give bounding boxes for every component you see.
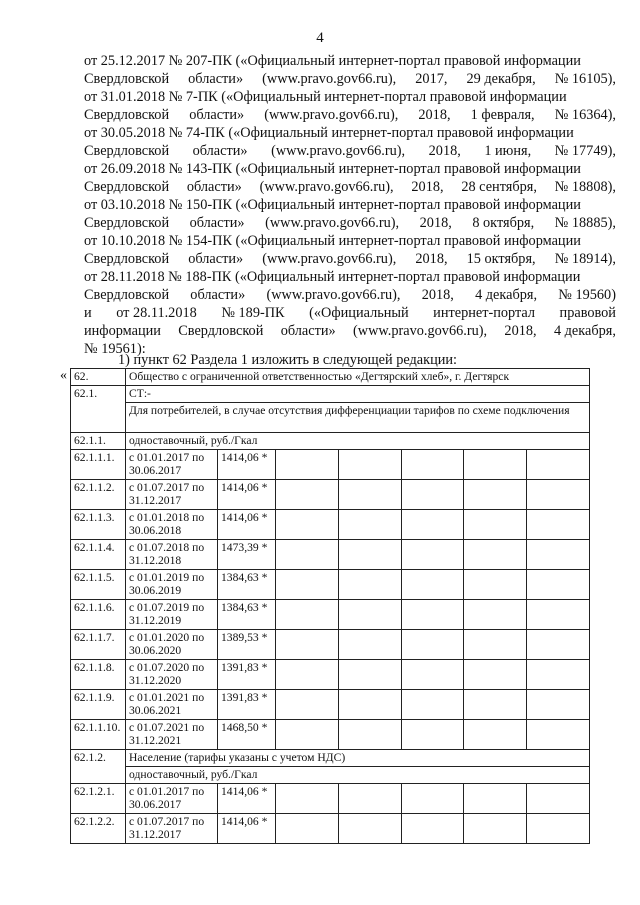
text-fragment: и — [84, 305, 92, 321]
text-fragment: 28 сентября, — [461, 179, 537, 195]
text-line — [84, 322, 616, 340]
text-fragment: от 25.12.2017 № 207-ПК («Официальный интернет-портал правовой информации — [84, 53, 581, 69]
empty-cell — [276, 510, 339, 540]
text-line — [84, 178, 616, 196]
row-code: 62.1.1.10. — [71, 720, 126, 750]
tariff-value: 1414,06 * — [218, 814, 276, 844]
empty-cell — [401, 720, 464, 750]
empty-cell — [338, 784, 401, 814]
empty-cell — [527, 570, 590, 600]
table-row — [71, 403, 590, 433]
text-line — [84, 250, 616, 268]
text-fragment: № 19561): — [84, 341, 146, 357]
empty-cell — [527, 720, 590, 750]
row-code: 62. — [71, 369, 126, 386]
text-fragment: 8 октября, — [472, 215, 535, 231]
empty-cell — [338, 480, 401, 510]
text-fragment: области» — [188, 71, 244, 87]
tariff-value: 1391,83 * — [218, 660, 276, 690]
row-code: 62.1.1.8. — [71, 660, 126, 690]
empty-cell — [527, 540, 590, 570]
text-fragment: (www.pravo.gov66.ru), — [264, 107, 399, 123]
organization-name: Общество с ограниченной ответственностью «Дегтярский хлеб», г. Дегтярск — [126, 369, 590, 386]
period-cell: с 01.07.2017 по 31.12.2017 — [126, 480, 218, 510]
row-code: 62.1.2. — [71, 750, 126, 784]
period-cell: с 01.07.2017 по 31.12.2017 — [126, 814, 218, 844]
tariff-value: 1414,06 * — [218, 784, 276, 814]
text-fragment: интернет-портал — [433, 305, 536, 321]
row-code: 62.1.1.2. — [71, 480, 126, 510]
empty-cell — [276, 540, 339, 570]
period-cell: с 01.07.2021 по 31.12.2021 — [126, 720, 218, 750]
row-code: 62.1.1.7. — [71, 630, 126, 660]
empty-cell — [276, 450, 339, 480]
text-fragment: 2018, — [421, 287, 454, 303]
text-fragment: Свердловской — [84, 71, 170, 87]
period-cell: с 01.01.2018 по 30.06.2018 — [126, 510, 218, 540]
table-row — [71, 600, 590, 630]
empty-cell — [276, 784, 339, 814]
text-fragment: (www.pravo.gov66.ru), — [265, 215, 400, 231]
empty-cell — [338, 660, 401, 690]
text-fragment: от 31.01.2018 № 7-ПК («Официальный интернет-портал правовой информации — [84, 89, 567, 105]
text-fragment: № 17749), — [554, 143, 616, 159]
empty-cell — [527, 784, 590, 814]
table-row — [71, 690, 590, 720]
empty-cell — [276, 720, 339, 750]
text-line — [84, 196, 616, 214]
row-code: 62.1.1.1. — [71, 450, 126, 480]
text-fragment: (www.pravo.gov66.ru), — [353, 323, 488, 339]
text-fragment: («Официальный — [309, 305, 409, 321]
empty-cell — [464, 630, 527, 660]
empty-cell — [401, 510, 464, 540]
tariff-value: 1468,50 * — [218, 720, 276, 750]
text-fragment: области» — [188, 251, 244, 267]
page-number: 4 — [316, 30, 324, 46]
empty-cell — [338, 570, 401, 600]
text-line — [84, 88, 616, 106]
empty-cell — [527, 510, 590, 540]
text-fragment: № 16364), — [554, 107, 616, 123]
ct-label: СТ:- — [126, 386, 590, 403]
period-cell: с 01.01.2017 по 30.06.2017 — [126, 784, 218, 814]
text-fragment: от 03.10.2018 № 150-ПК («Официальный интернет-портал правовой информации — [84, 197, 581, 213]
text-fragment: правовой — [559, 305, 616, 321]
text-fragment: от 26.09.2018 № 143-ПК («Официальный интернет-портал правовой информации — [84, 161, 581, 177]
empty-cell — [338, 630, 401, 660]
row-code: 62.1. — [71, 386, 126, 433]
table-row — [71, 814, 590, 844]
rate-type-label: одноставочный, руб./Гкал — [126, 767, 590, 784]
tariff-value: 1384,63 * — [218, 600, 276, 630]
empty-cell — [527, 690, 590, 720]
text-fragment: Свердловской — [84, 215, 170, 231]
empty-cell — [338, 600, 401, 630]
table-row — [71, 450, 590, 480]
text-line — [84, 304, 616, 322]
empty-cell — [276, 690, 339, 720]
text-fragment: Свердловской — [84, 107, 170, 123]
empty-cell — [527, 814, 590, 844]
table-row — [71, 750, 590, 767]
text-fragment: 1 февраля, — [470, 107, 535, 123]
table-row — [71, 720, 590, 750]
text-fragment: 2018, — [428, 143, 461, 159]
period-cell: с 01.07.2018 по 31.12.2018 — [126, 540, 218, 570]
text-fragment: (www.pravo.gov66.ru), — [262, 251, 397, 267]
text-fragment: 2018, — [504, 323, 537, 339]
empty-cell — [338, 450, 401, 480]
text-fragment: информации — [84, 323, 161, 339]
empty-cell — [527, 630, 590, 660]
tariff-value: 1473,39 * — [218, 540, 276, 570]
empty-cell — [338, 510, 401, 540]
row-code: 62.1.1.4. — [71, 540, 126, 570]
text-fragment: Свердловской — [84, 251, 170, 267]
text-fragment: (www.pravo.gov66.ru), — [259, 179, 394, 195]
empty-cell — [276, 814, 339, 844]
text-fragment: Свердловской — [84, 143, 170, 159]
text-fragment: от 30.05.2018 № 74-ПК («Официальный интернет-портал правовой информации — [84, 125, 574, 141]
text-fragment: (www.pravo.gov66.ru), — [262, 71, 397, 87]
tariff-value: 1414,06 * — [218, 480, 276, 510]
text-line — [84, 124, 616, 142]
table-row — [71, 660, 590, 690]
empty-cell — [464, 690, 527, 720]
text-fragment: № 19560) — [558, 287, 616, 303]
text-fragment: № 18808), — [554, 179, 616, 195]
empty-cell — [464, 450, 527, 480]
table-row — [71, 480, 590, 510]
period-cell: с 01.07.2019 по 31.12.2019 — [126, 600, 218, 630]
row-code: 62.1.1.3. — [71, 510, 126, 540]
text-fragment: (www.pravo.gov66.ru), — [271, 143, 406, 159]
text-fragment: Свердловской — [84, 179, 170, 195]
text-fragment: 2017, — [415, 71, 448, 87]
period-cell: с 01.01.2017 по 30.06.2017 — [126, 450, 218, 480]
table-row — [71, 510, 590, 540]
table-row — [71, 369, 590, 386]
table-row — [71, 570, 590, 600]
text-fragment: 2018, — [419, 215, 452, 231]
text-fragment: Свердловской — [84, 287, 170, 303]
text-fragment: области» — [186, 179, 242, 195]
empty-cell — [338, 814, 401, 844]
empty-cell — [276, 570, 339, 600]
row-code: 62.1.2.2. — [71, 814, 126, 844]
empty-cell — [338, 690, 401, 720]
empty-cell — [276, 630, 339, 660]
table-row — [71, 784, 590, 814]
empty-cell — [401, 660, 464, 690]
tariff-value: 1389,53 * — [218, 630, 276, 660]
text-line — [84, 232, 616, 250]
empty-cell — [527, 660, 590, 690]
text-fragment: от 28.11.2018 — [116, 305, 197, 321]
empty-cell — [401, 600, 464, 630]
text-line — [84, 70, 616, 88]
text-line — [84, 52, 616, 70]
empty-cell — [338, 720, 401, 750]
empty-cell — [401, 450, 464, 480]
text-fragment: № 189-ПК — [221, 305, 285, 321]
period-cell: с 01.01.2019 по 30.06.2019 — [126, 570, 218, 600]
row-code: 62.1.1.9. — [71, 690, 126, 720]
table-row — [71, 767, 590, 784]
text-line — [84, 214, 616, 232]
empty-cell — [401, 690, 464, 720]
empty-cell — [464, 814, 527, 844]
text-fragment: № 18885), — [554, 215, 616, 231]
text-fragment: (www.pravo.gov66.ru), — [266, 287, 401, 303]
row-code: 62.1.1.5. — [71, 570, 126, 600]
empty-cell — [338, 540, 401, 570]
tariff-value: 1391,83 * — [218, 690, 276, 720]
text-fragment: Свердловской — [178, 323, 264, 339]
text-fragment: 29 декабря, — [466, 71, 536, 87]
empty-cell — [464, 660, 527, 690]
table-row — [71, 386, 590, 403]
rate-type-label: одноставочный, руб./Гкал — [126, 433, 590, 450]
text-fragment: 1 июня, — [484, 143, 532, 159]
empty-cell — [276, 600, 339, 630]
text-fragment: области» — [190, 287, 246, 303]
text-fragment: 2018, — [418, 107, 451, 123]
text-line — [84, 268, 616, 286]
text-fragment: 4 декабря, — [553, 323, 616, 339]
empty-cell — [401, 540, 464, 570]
empty-cell — [527, 480, 590, 510]
period-cell: с 01.01.2020 по 30.06.2020 — [126, 630, 218, 660]
text-line — [84, 142, 616, 160]
row-code: 62.1.2.1. — [71, 784, 126, 814]
text-line — [84, 286, 616, 304]
empty-cell — [464, 510, 527, 540]
text-fragment: № 18914), — [554, 251, 616, 267]
opening-quote: « — [60, 368, 67, 383]
text-fragment: 2018, — [415, 251, 448, 267]
empty-cell — [527, 450, 590, 480]
text-fragment: № 16105), — [554, 71, 616, 87]
period-cell: с 01.07.2020 по 31.12.2020 — [126, 660, 218, 690]
text-fragment: области» — [280, 323, 336, 339]
text-fragment: области» — [189, 215, 245, 231]
text-line — [84, 106, 616, 124]
period-cell: с 01.01.2021 по 30.06.2021 — [126, 690, 218, 720]
empty-cell — [401, 814, 464, 844]
empty-cell — [464, 720, 527, 750]
empty-cell — [464, 600, 527, 630]
empty-cell — [464, 784, 527, 814]
row-code: 62.1.1.6. — [71, 600, 126, 630]
text-fragment: 4 декабря, — [475, 287, 538, 303]
empty-cell — [401, 630, 464, 660]
amendments-paragraph — [84, 52, 616, 358]
tariff-value: 1414,06 * — [218, 450, 276, 480]
text-line — [84, 160, 616, 178]
text-fragment: от 10.10.2018 № 154-ПК («Официальный интернет-портал правовой информации — [84, 233, 581, 249]
empty-cell — [401, 784, 464, 814]
empty-cell — [527, 600, 590, 630]
table-row — [71, 630, 590, 660]
intro-sentence: 1) пункт 62 Раздела 1 изложить в следующей редакции: — [118, 352, 458, 368]
row-code: 62.1.1. — [71, 433, 126, 450]
consumers-label: Для потребителей, в случае отсутствия дифференциации тарифов по схеме подключения — [126, 403, 590, 433]
empty-cell — [464, 480, 527, 510]
empty-cell — [276, 480, 339, 510]
tariff-table — [70, 368, 590, 844]
population-label: Население (тарифы указаны с учетом НДС) — [126, 750, 590, 767]
empty-cell — [401, 480, 464, 510]
text-fragment: области» — [189, 107, 245, 123]
empty-cell — [401, 570, 464, 600]
empty-cell — [464, 540, 527, 570]
table-row — [71, 433, 590, 450]
text-fragment: от 28.11.2018 № 188-ПК («Официальный интернет-портал правовой информации — [84, 269, 581, 285]
empty-cell — [276, 660, 339, 690]
text-fragment: области» — [192, 143, 248, 159]
empty-cell — [464, 570, 527, 600]
tariff-value: 1414,06 * — [218, 510, 276, 540]
tariff-value: 1384,63 * — [218, 570, 276, 600]
text-fragment: 2018, — [411, 179, 444, 195]
table-row — [71, 540, 590, 570]
text-fragment: 15 октября, — [466, 251, 536, 267]
